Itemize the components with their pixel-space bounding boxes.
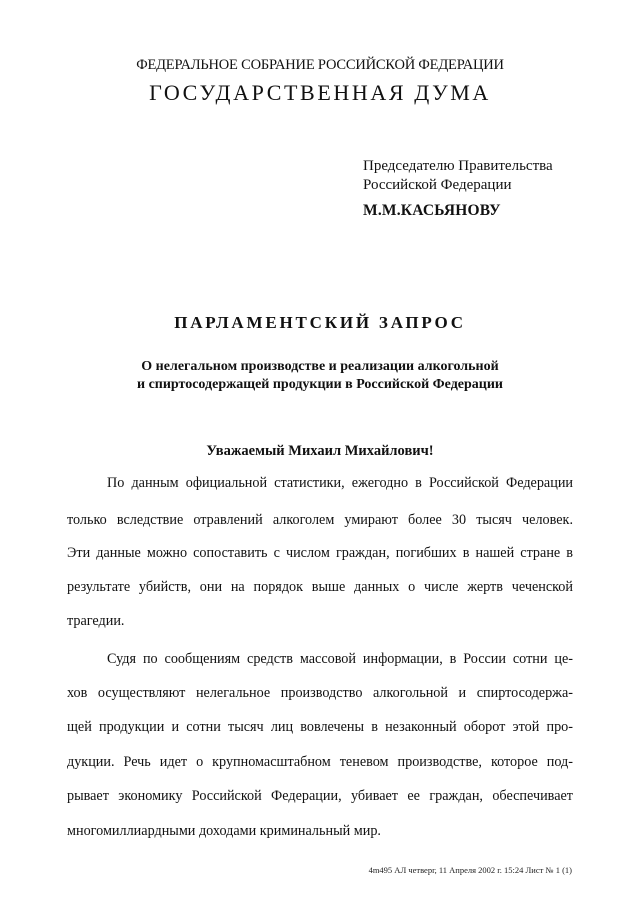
recipient-position: [363, 157, 553, 195]
body-line: щей продукции и сотни тысяч лиц вовлечены в незаконный оборот этой про-: [67, 719, 573, 735]
document-subject: [0, 358, 640, 394]
body-line: результате убийств, они на порядок выше данных о числе жертв чеченской: [67, 579, 573, 595]
body-line: трагедии.: [67, 613, 125, 629]
salutation: Уважаемый Михаил Михайлович!: [206, 443, 434, 459]
chamber-name: ГОСУДАРСТВЕННАЯ ДУМА: [149, 80, 491, 105]
body-line: многомиллиардными доходами криминальный мир.: [67, 823, 381, 839]
body-line: дукции. Речь идет о крупномасштабном теневом производстве, которое под-: [67, 754, 573, 770]
organization-name: ФЕДЕРАЛЬНОЕ СОБРАНИЕ РОССИЙСКОЙ ФЕДЕРАЦИИ: [136, 57, 504, 73]
body-line: хов осуществляют нелегальное производство алкогольной и спиртосодержа-: [67, 685, 573, 701]
recipient-name: М.М.КАСЬЯНОВУ: [363, 202, 501, 219]
recipient-position-line1: Председателю Правительства: [363, 158, 553, 174]
body-line: Эти данные можно сопоставить с числом граждан, погибших в нашей стране в: [67, 545, 573, 561]
page-footer: 4m495 АЛ четверг, 11 Апреля 2002 г. 15:24 Лист № 1 (1): [368, 865, 572, 875]
body-line: По данным официальной статистики, ежегодно в Российской Федерации: [107, 475, 573, 491]
body-line: Судя по сообщениям средств массовой информации, в России сотни це-: [107, 651, 573, 667]
document-subject-line2: и спиртосодержащей продукции в Российской Федерации: [137, 377, 503, 392]
body-line: рывает экономику Российской Федерации, убивает ее граждан, обеспечивает: [67, 788, 573, 804]
document-title: ПАРЛАМЕНТСКИЙ ЗАПРОС: [174, 313, 466, 332]
document-subject-line1: О нелегальном производстве и реализации алкогольной: [141, 359, 499, 374]
body-line: только вследствие отравлений алкоголем умирают более 30 тысяч человек.: [67, 512, 573, 528]
recipient-position-line2: Российской Федерации: [363, 177, 512, 193]
